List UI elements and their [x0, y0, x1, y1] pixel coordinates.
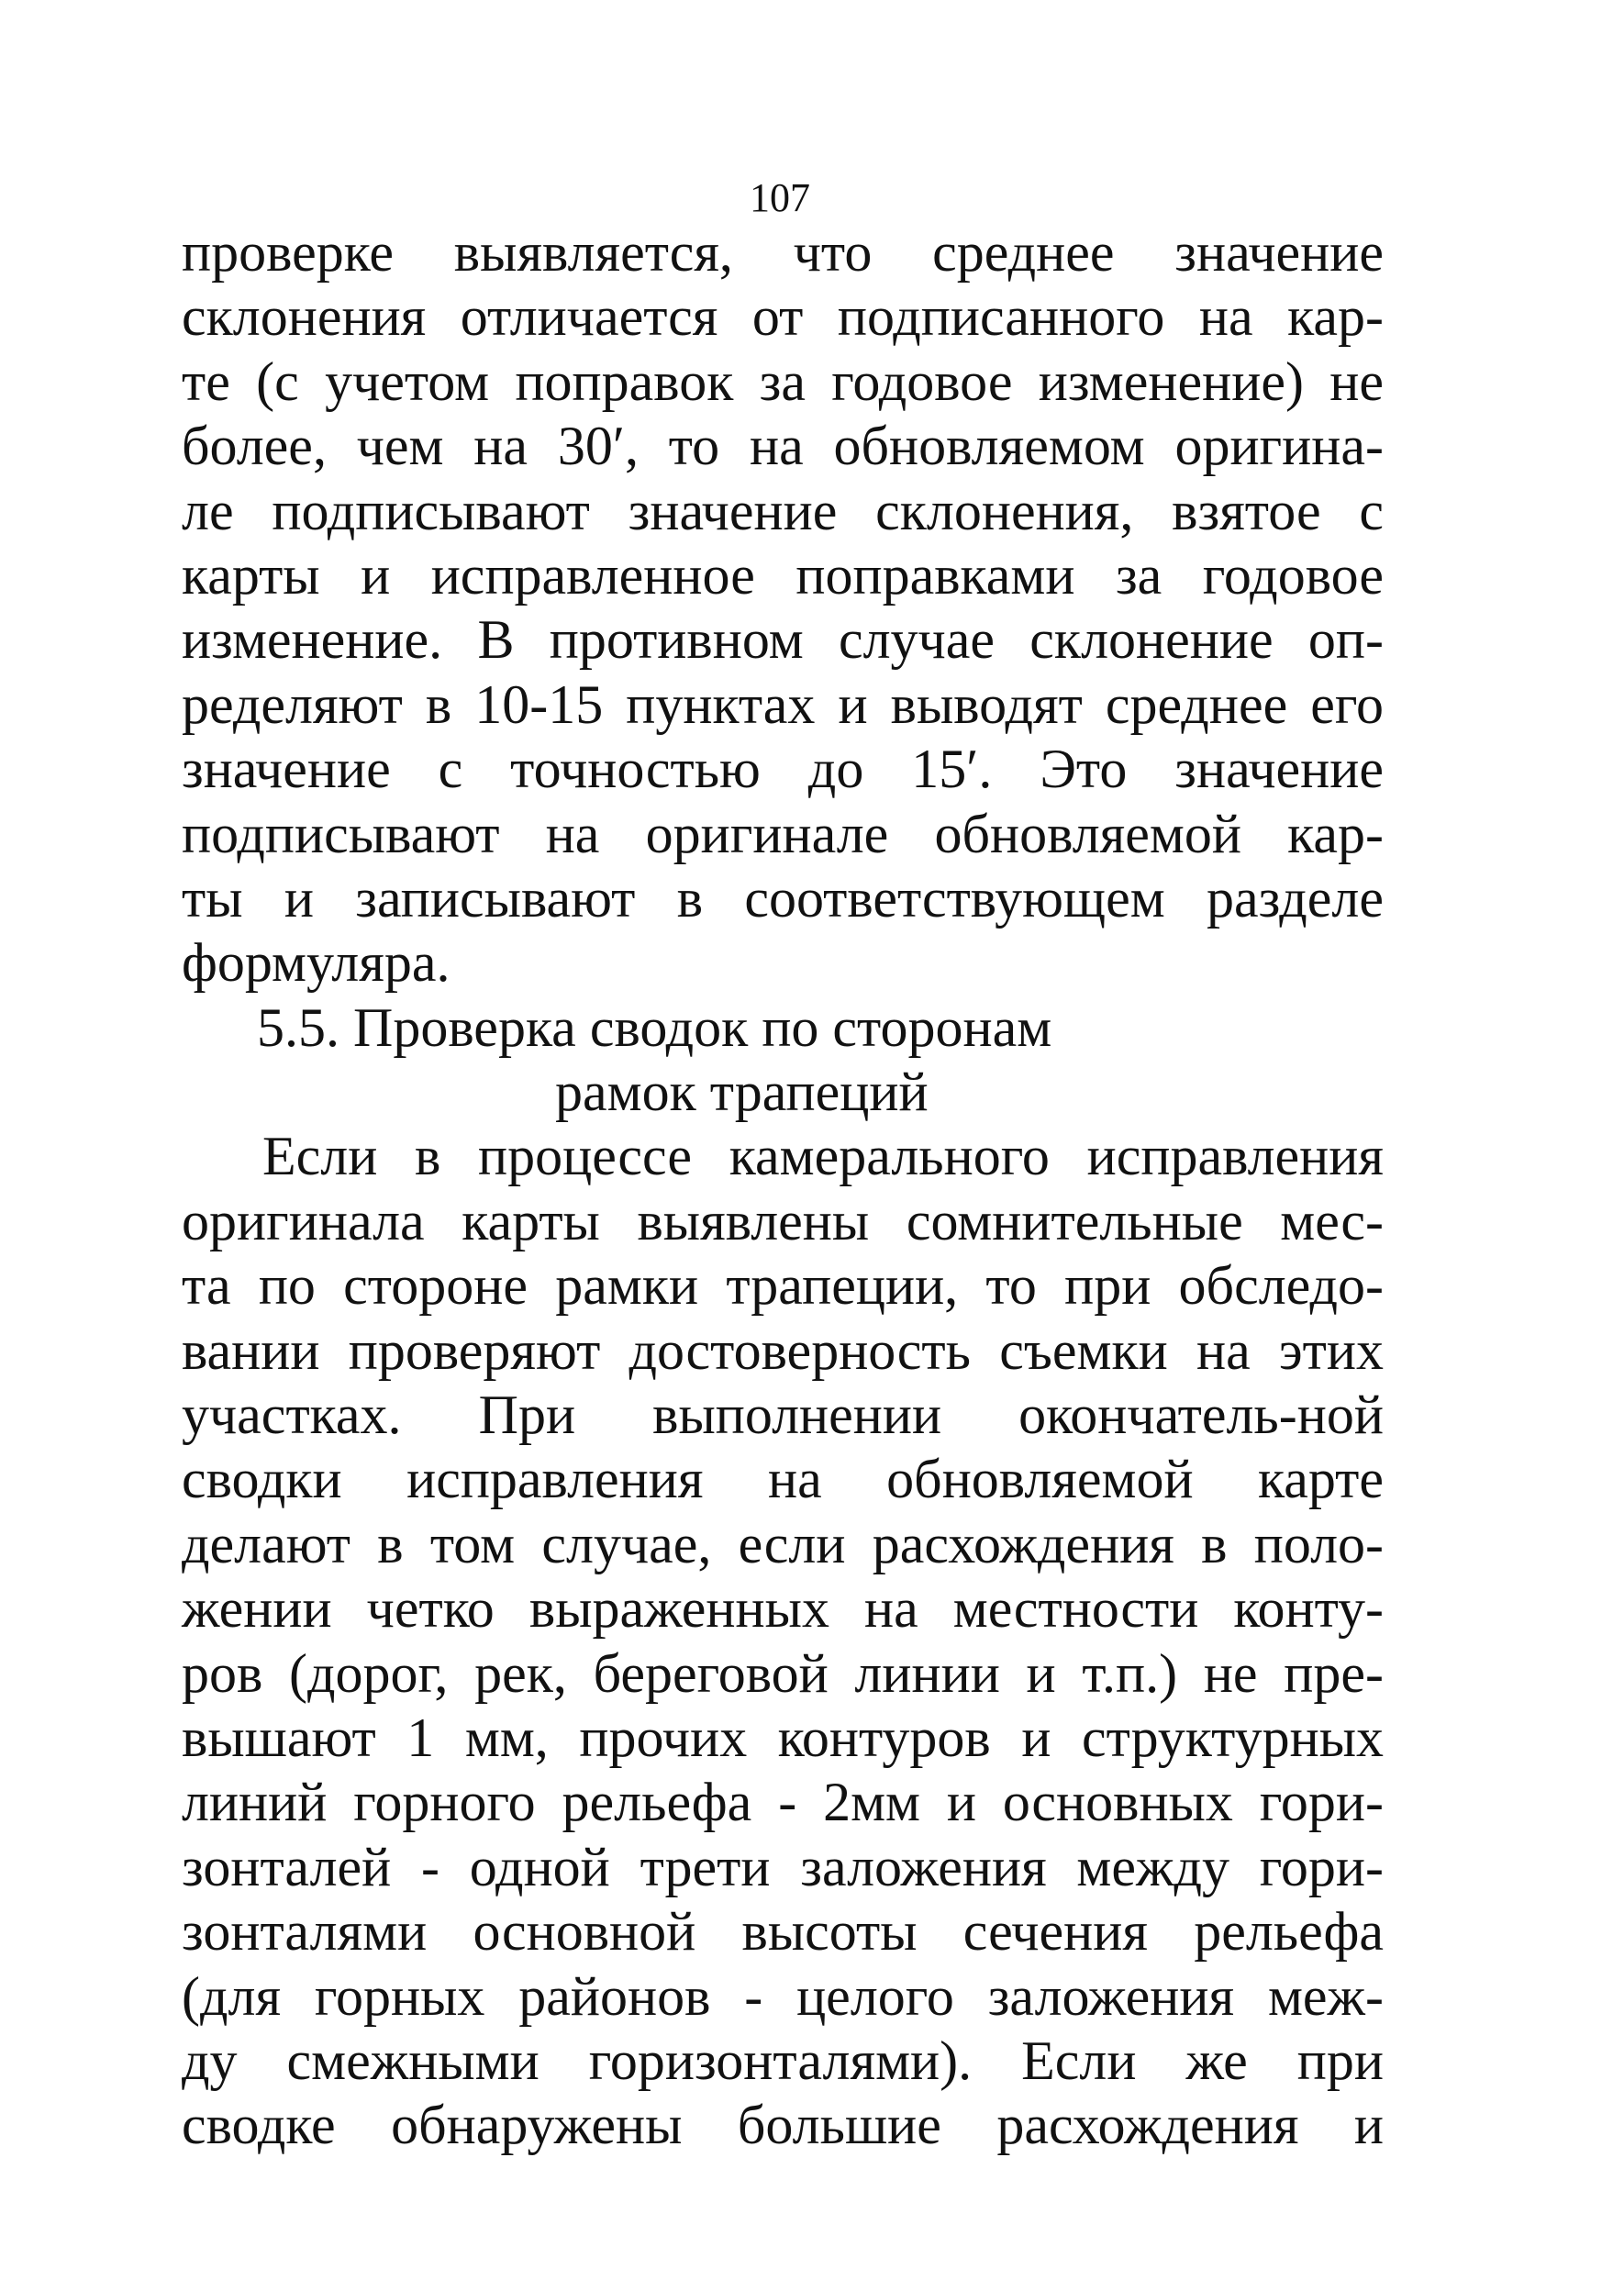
text-line: оригинала карты выявлены сомнительные мес- — [182, 1190, 1384, 1251]
text-line: ределяют в 10-15 пунктах и выводят среднее его — [182, 673, 1384, 735]
section-heading-line: рамок трапеций — [555, 1062, 929, 1123]
text-line: формуляра. — [182, 932, 450, 994]
paragraph-frame-check — [182, 1124, 1384, 2157]
text-line: делают в том случае, если расхождения в поло- — [182, 1513, 1384, 1574]
page-number: 107 — [750, 175, 810, 220]
text-line: ду смежными горизонталями). Если же при — [182, 2030, 1384, 2091]
text-line: та по стороне рамки трапеции, то при обследо- — [182, 1255, 1384, 1317]
text-line: те (с учетом поправок за годовое изменение) не — [182, 350, 1384, 412]
text-line: ты и записывают в соответствующем разделе — [182, 867, 1384, 929]
text-line: Если в процессе камерального исправления — [262, 1126, 1384, 1187]
text-line: вышают 1 мм, прочих контуров и структурных — [182, 1707, 1384, 1768]
text-line: склонения отличается от подписанного на кар- — [182, 286, 1384, 348]
text-line: (для горных районов - целого заложения меж- — [182, 1965, 1384, 2027]
text-line: более, чем на 30′, то на обновляемом оригина- — [182, 416, 1384, 477]
paragraph-declination — [182, 220, 1384, 995]
text-line: подписывают на оригинале обновляемой кар- — [182, 803, 1384, 864]
text-line: линий горного рельефа - 2мм и основных гори- — [182, 1772, 1384, 1833]
section-heading-line: 5.5. Проверка сводок по сторонам — [257, 996, 1052, 1058]
text-line: вании проверяют достоверность съемки на этих — [182, 1319, 1384, 1381]
text-line: сводке обнаружены большие расхождения и — [182, 2095, 1384, 2156]
text-line: карты и исправленное поправками за годовое — [182, 544, 1384, 606]
text-line: ров (дорог, рек, береговой линии и т.п.) не пре- — [182, 1642, 1384, 1704]
text-line: изменение. В противном случае склонение оп- — [182, 609, 1384, 671]
text-line: ле подписывают значение склонения, взятое с — [182, 480, 1384, 541]
text-line: значение с точностью до 15′. Это значение — [182, 739, 1384, 800]
text-line: участках. При выполнении окончатель-ной — [182, 1385, 1384, 1446]
text-line: сводки исправления на обновляемой карте — [182, 1449, 1384, 1510]
text-line: зонталей - одной трети заложения между гори- — [182, 1836, 1384, 1897]
section-heading — [182, 995, 1384, 1125]
text-line: зонталями основной высоты сечения рельефа — [182, 1901, 1384, 1963]
text-line: жении четко выраженных на местности конту- — [182, 1578, 1384, 1640]
page-text — [182, 220, 1384, 2158]
text-line: проверке выявляется, что среднее значение — [182, 222, 1384, 283]
